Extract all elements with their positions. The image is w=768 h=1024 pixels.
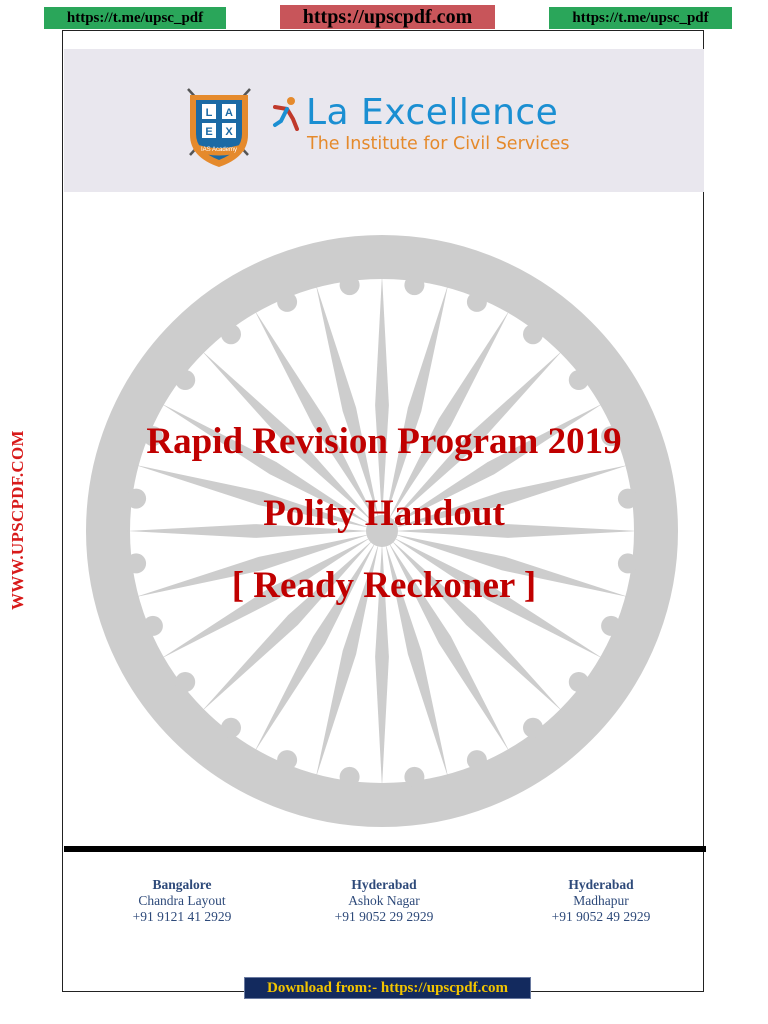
office-bangalore [82, 877, 282, 925]
telegram-link-right[interactable]: https://t.me/upsc_pdf [549, 7, 732, 29]
side-watermark: WWW.UPSCPDF.COM [8, 430, 27, 610]
telegram-link-left[interactable]: https://t.me/upsc_pdf [44, 7, 226, 29]
shield-letter: A [225, 107, 233, 119]
brand-tagline: The Institute for Civil Services [307, 134, 570, 154]
download-banner-link[interactable]: Download from:- https://upscpdf.com [244, 977, 531, 999]
runner-icon [271, 95, 301, 131]
office-area: Madhapur [573, 893, 629, 908]
document-page [62, 30, 704, 992]
office-hyderabad-madhapur [501, 877, 701, 925]
website-link-top[interactable]: https://upscpdf.com [280, 5, 495, 29]
title-line-1: Rapid Revision Program 2019 [146, 421, 622, 462]
shield-letter: X [225, 126, 233, 138]
office-phone: +91 9052 49 2929 [551, 909, 651, 924]
office-area: Ashok Nagar [348, 893, 420, 908]
office-hyderabad-ashok-nagar [284, 877, 484, 925]
office-phone: +91 9121 41 2929 [132, 909, 232, 924]
shield-logo-icon [182, 85, 256, 171]
shield-letter: L [205, 107, 213, 119]
office-area: Chandra Layout [138, 893, 226, 908]
title-line-2: Polity Handout [263, 493, 505, 534]
office-phone: +91 9052 29 2929 [334, 909, 434, 924]
office-city: Hyderabad [568, 877, 634, 892]
brand-name: La Excellence [306, 92, 559, 133]
footer-divider [64, 846, 706, 852]
shield-ribbon-text: IAS Academy [200, 147, 238, 153]
office-city: Hyderabad [351, 877, 417, 892]
title-line-3: [ Ready Reckoner ] [231, 565, 537, 606]
shield-letter: E [205, 126, 213, 138]
office-city: Bangalore [152, 877, 212, 892]
